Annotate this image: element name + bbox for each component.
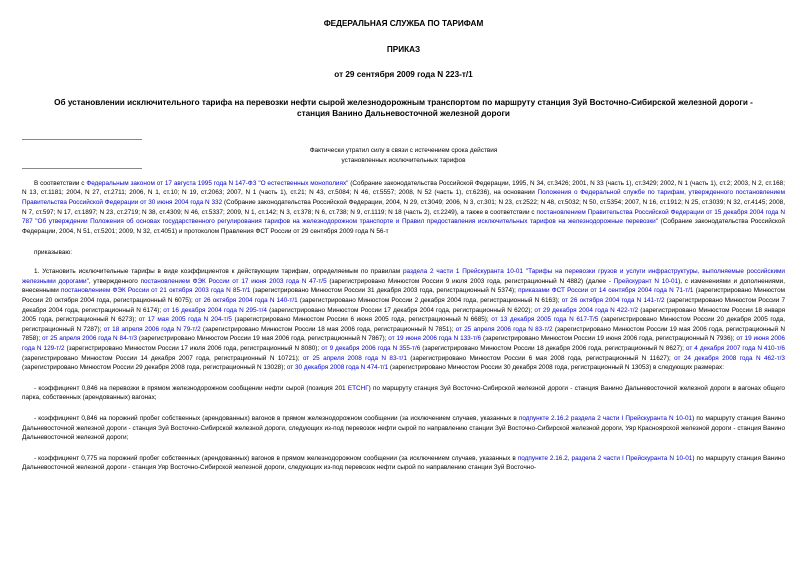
clause-text: (зарегистрировано Минюстом России 20 декабря 2005 года, регистрационный N 7287); — [22, 316, 786, 333]
link-fst-order-295[interactable]: от 16 декабря 2004 года N 295-т/4 — [163, 306, 267, 314]
link-federal-law[interactable]: Федеральным законом от 17 августа 1995 года N 147-ФЗ "О естественных монополиях" — [86, 179, 349, 187]
item-b-paragraph — [22, 414, 785, 443]
link-etsng[interactable]: ЕТСНГ — [347, 384, 369, 392]
link-fst-order-204[interactable]: от 17 мая 2005 года N 204-т/5 — [138, 316, 232, 324]
link-fst-order-84[interactable]: от 25 апреля 2006 года N 84-т/3 — [42, 335, 138, 343]
link-subclause-2-16-2-c[interactable]: подпункте 2.16.2, раздела 2 части I Прейскуранта N 10-01 — [517, 454, 693, 462]
clause-text: , утвержденного — [88, 277, 141, 285]
item-a-paragraph — [22, 384, 785, 403]
link-fst-order-462[interactable]: от 24 декабря 2008 года N 462-т/3 — [674, 354, 785, 362]
link-fst-order-83[interactable]: от 25 апреля 2006 года N 83-т/2 — [455, 325, 553, 333]
link-price-list[interactable]: Прейскурант N 10-01 — [613, 277, 679, 285]
clause-text: (зарегистрировано Минюстом России 18 января 2005 года, регистрационный N 6273); — [22, 306, 786, 324]
item-text: ) по маршруту станция Ванино Дальневосточной железной дороги - станция Зуй Восточно-Сибирской железной дороги, следующих из-под перевозок нефти сырой по направлению станции Зуй Восточно-Сибирской железной дороги, Уяр Красноярской железной дороги - станция Ванино Дальневосточной железной дороги; — [22, 415, 785, 442]
document-date-number: от 29 сентября 2009 года N 223-т/1 — [334, 69, 473, 79]
clause-text: (зарегистрировано Минюстом России 31 декабря 2003 года, регистрационный N 5374); — [250, 287, 519, 295]
clause-text: (зарегистрировано Минюстом России 17 июля 2006 года, регистрационный N 8080); — [64, 345, 322, 352]
clause-text: (зарегистрировано Минюстом России 2 декабря 2004 года, регистрационный N 6163); — [297, 296, 562, 304]
divider-bottom — [22, 168, 142, 169]
link-fst-order-71[interactable]: приказами ФСТ России от 14 сентября 2004 года N 71-т/1 — [518, 287, 694, 295]
item-text: ) по маршруту станция Зуй Восточно-Сибирской железной дороги - станция Ванино Дальневосточной железной дороги в вагонах общего парка, собственных (арендованных) вагонах; — [22, 384, 785, 402]
clause-text: (зарегистрировано Минюстом России 6 июня 2005 года, регистрационный N 6685); — [231, 316, 492, 324]
preamble-text: В соответствии с — [34, 179, 87, 187]
clause-text: (зарегистрировано Минюстом России 30 декабря 2008 года, регистрационный N 13053) в следующих размерах: — [388, 364, 725, 372]
expired-note-line1: Фактически утратил силу в связи с истечением срока действия — [309, 147, 498, 155]
link-fst-order-617[interactable]: от 13 декабря 2005 года N 617-Т/5 — [491, 316, 599, 324]
clause-text: (зарегистрировано Минюстом России 7 декабря 2004 года, регистрационный N 6174); — [22, 296, 786, 314]
link-fst-order-410[interactable]: от 4 декабря 2007 года N 410-т/6 — [685, 345, 785, 352]
preamble-text: (Собрание законодательства Российской Федерации, 2004, N 29, ст.3049; 2006, N 3, ст.301; N 23, ст.2522; N 48, ст.5032; N 50, ст.5354; 2007, N 16, ст.1912; N 25, ст.3039; N 32, ст.4145; 2008, N 7, ст.597; N 17, ст.1897; N 23, ст.2719; N 38, ст.4309; N 46, ст.5337; 2009, N 1, ст.142; N 3, ст.378; N 6, ст.738; N 9, ст.1119; N 18 (часть 2), ст.2249), а также в соответствии с — [22, 199, 785, 216]
clause-1-paragraph — [22, 267, 785, 373]
document-type-heading: ПРИКАЗ — [386, 45, 421, 55]
orders-line: приказываю: — [34, 248, 72, 256]
divider-top — [22, 139, 142, 140]
link-government-decree[interactable]: постановлением Правительства Российской Федерации от 15 декабря 2004 года N 787 "Об утверждении Положения об основах государственного регулирования тарифов на железнодорожном транспорте и Правил предоставления исключительных тарифов на железнодорожные перевозки" — [22, 208, 785, 226]
clause-text: (зарегистрировано Минюстом России 17 декабря 2004 года, регистрационный N 6202); — [266, 306, 535, 314]
clause-text: (зарегистрировано Минюстом России 18 мая 2006 года, регистрационный N 7851); — [200, 325, 456, 333]
clause-text: (зарегистрировано Минюстом России 19 мая 2006 года, регистрационный N 7858); — [22, 325, 785, 343]
link-subclause-2-16-2[interactable]: подпункте 2.16.2 раздела 2 части I Прейскуранта N 10-01 — [518, 415, 693, 423]
item-text: - коэффициент 0,775 на порожний пробег собственных (арендованных) вагонов в прямом железнодорожном сообщении (за исключением случаев, указанных в — [34, 454, 518, 462]
link-fst-order-474[interactable]: от 30 декабря 2008 года N 474-т/1 — [286, 364, 389, 372]
link-fst-order-83-2008[interactable]: от 25 апреля 2008 года N 83-т/1 — [302, 354, 407, 362]
item-c-paragraph — [22, 454, 785, 473]
clause-text: (зарегистрировано Минюстом России 14 декабря 2007 года, регистрационный N 10721); — [22, 354, 303, 362]
clause-text: (зарегистрировано Минюстом России 19 мая 2006 года, регистрационный N 7867); — [137, 335, 389, 343]
link-price-list-section[interactable]: раздела 2 части 1 Прейскуранта 10-01 "Тарифы на перевозки грузов и услуги инфраструктуры, выполняемые российскими железными дорогами" — [22, 268, 785, 285]
link-fst-order-355[interactable]: от 9 декабря 2006 года N 355-т/6 — [321, 345, 421, 352]
preamble-text: (Собрание законодательства Российской Федерации, 1995, N 34, ст.3426; 2001, N 33 (часть 1), ст.3429; 2002, N 1 (часть 1), ст.2; 2003, N 2, ст.168; N 13, ст.1181; 2004, N 27, ст.2711; 2006, N 1, ст.10; N 19, ст.2063; 2007, N 1 (часть 1), ст.21; N 43, ст.5084; N 46, ст.5557; 2008, N 52 (часть 1), ст.6236), на основании — [22, 179, 785, 197]
link-fst-order-422[interactable]: от 29 декабря 2004 года N 422-т/2 — [534, 306, 639, 314]
clause-text: 1. Установить исключительные тарифы в виде коэффициентов к действующим тарифам, определяемым по правилам — [34, 268, 403, 276]
preamble-text: (Собрание законодательства Российской Федерации, 2004, N 51, ст.5201; 2009, N 32, ст.4051) и протоколом Правления ФСТ России от 29 сентября 2009 года N 56-т — [22, 218, 785, 235]
document-page — [22, 0, 785, 473]
document-title: Об установлении исключительного тарифа на перевозки нефти сырой железнодорожным транспортом по маршруту станция Зуй Восточно-Сибирской железной дороги - станция Ванино Дальневосточной железной дороги — [54, 97, 753, 118]
item-text: ) по маршруту станция Ванино Дальневосточной железной дороги - станция Уяр Восточно-Сибирской железной дороги, следующих из-под перевозок нефти сырой по направлению станции Зуй Восточно- — [22, 454, 785, 472]
clause-text: (зарегистрировано Минюстом России 20 октября 2004 года, регистрационный N 6075); — [22, 287, 786, 304]
link-fst-order-140[interactable]: от 26 октября 2004 года N 140-т/1 — [194, 296, 298, 304]
item-text: - коэффициент 0,846 на порожний пробег собственных (арендованных) вагонов в прямом железнодорожном сообщении (за исключением случаев, указанных в — [34, 415, 519, 423]
link-fek-decree-85[interactable]: постановлением ФЭК России от 21 октября 2003 года N 85-т/1 — [61, 287, 251, 295]
link-fek-decree-47[interactable]: постановлением ФЭК России от 17 июня 2003 года N 47-т/5 — [140, 277, 327, 285]
preamble-paragraph — [22, 179, 785, 237]
item-text: - коэффициент 0,846 на перевозки в прямом железнодорожном сообщении нефти сырой (позиция 201 — [34, 384, 348, 392]
clause-text: (зарегистрировано Минюстом России 6 мая 2008 года, регистрационный N 11627); — [406, 354, 675, 362]
clause-text: (зарегистрировано Минюстом России 29 декабря 2008 года, регистрационный N 13028); — [22, 364, 287, 372]
clause-text: (зарегистрировано Минюстом России 9 июля 2003 года, регистрационный N 4882) (далее - — [326, 277, 614, 285]
link-fst-regulation[interactable]: Положения о Федеральной службе по тарифам, утвержденного постановлением Правительства Российской Федерации от 30 июня 2004 года N 332 — [22, 189, 785, 207]
link-fst-order-141[interactable]: от 26 октября 2004 года N 141-т/2 — [561, 296, 665, 304]
expired-note-line2: установленных исключительных тарифов — [341, 156, 466, 164]
link-fst-order-79[interactable]: от 18 апреля 2006 года N 79-т/2 — [103, 325, 201, 333]
clause-text: ), с изменениями и дополнениями, внесенными — [22, 277, 786, 295]
expired-note — [22, 146, 785, 166]
clause-text: (зарегистрировано Минюстом России 18 декабря 2006 года, регистрационный N 8627); — [420, 345, 686, 352]
link-fst-order-129[interactable]: от 19 июня 2006 года N 129-т/2 — [22, 335, 785, 352]
agency-heading: ФЕДЕРАЛЬНАЯ СЛУЖБА ПО ТАРИФАМ — [323, 19, 484, 28]
link-fst-order-133[interactable]: от 19 июня 2006 года N 133-т/6 — [388, 335, 482, 343]
clause-text: (зарегистрировано Минюстом России 19 июня 2006 года, регистрационный N 7936); — [481, 335, 737, 343]
